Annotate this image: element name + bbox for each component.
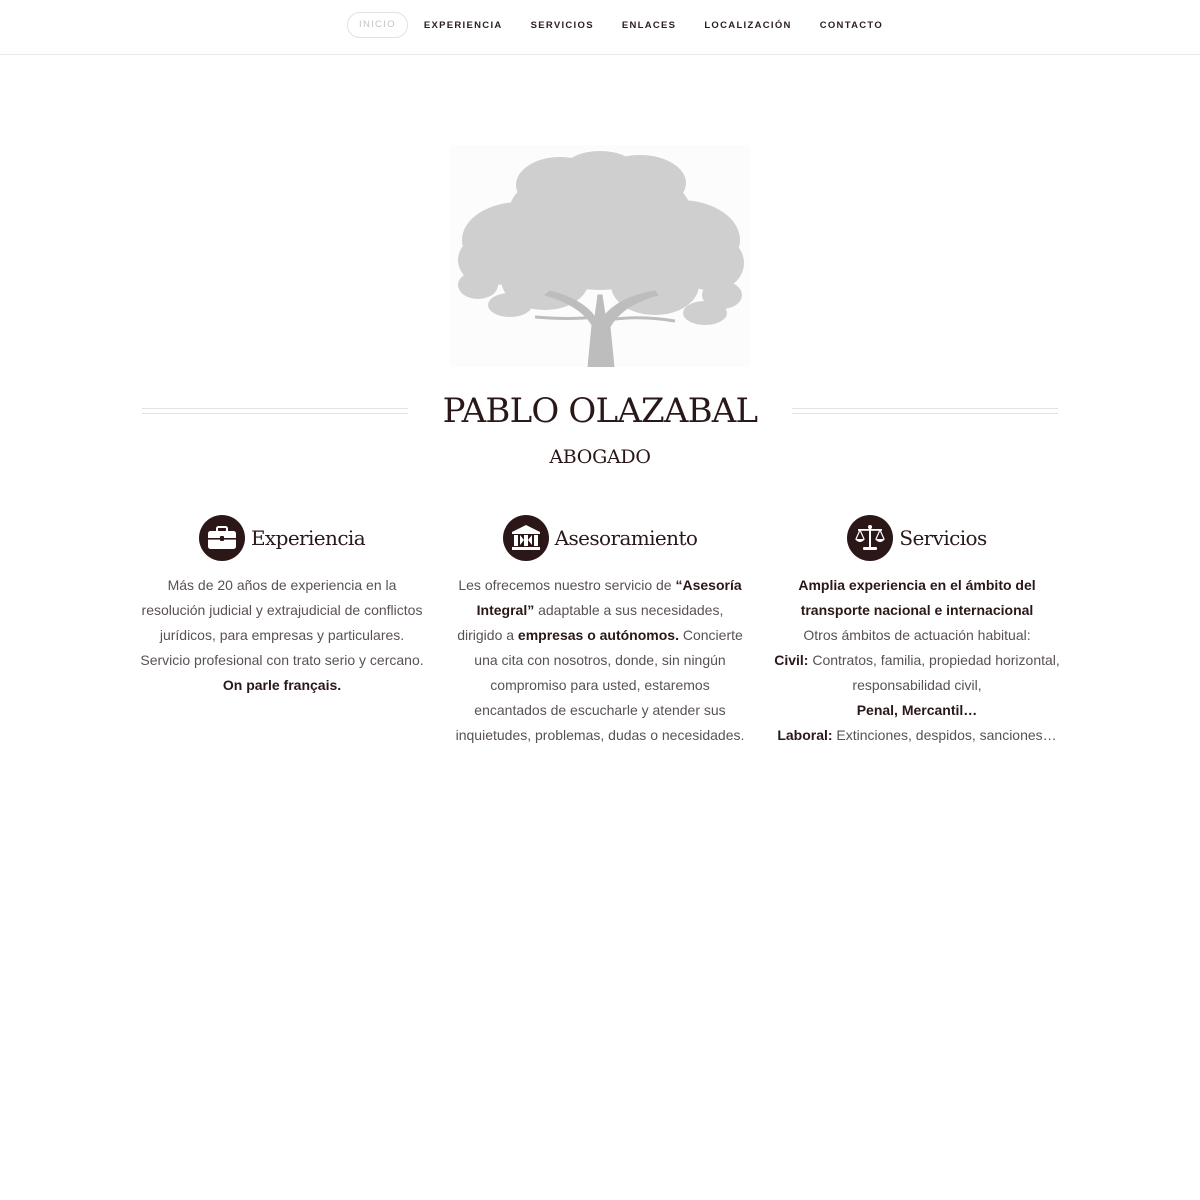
- feature-highlight: Penal, Mercantil…: [856, 702, 978, 718]
- feature-highlight: Laboral:: [777, 727, 833, 743]
- feature-text: [455, 573, 745, 748]
- feature-asesoramiento: [455, 515, 745, 748]
- feature-text-segment: Les ofrecemos nuestro servicio de: [458, 577, 676, 593]
- feature-highlight: Civil:: [774, 652, 809, 668]
- feature-text-segment: Contratos, familia, propiedad horizontal, responsabilidad civil,: [808, 652, 1060, 693]
- nav-item-enlaces[interactable]: ENLACES: [621, 19, 677, 31]
- tree-icon: [450, 145, 750, 367]
- bank-icon: [503, 515, 549, 561]
- nav-item-localizacion[interactable]: LOCALIZACIÓN: [704, 19, 792, 31]
- page-title: PABLO OLAZABAL: [442, 391, 758, 431]
- feature-title: Asesoramiento: [554, 526, 698, 550]
- feature-text: [137, 573, 427, 698]
- feature-text: [767, 573, 1067, 748]
- feature-heading: [455, 515, 745, 561]
- feature-highlight: empresas o autónomos.: [517, 627, 679, 643]
- feature-highlight: On parle français.: [222, 677, 342, 693]
- scales-icon: [847, 515, 893, 561]
- feature-text-segment: adaptable a sus necesidades, dirigido a: [457, 602, 724, 643]
- top-navbar: [0, 0, 1200, 55]
- feature-text-segment: Concierte una cita con nosotros, donde, sin ningún compromiso para usted, estaremos encantados de escucharle y atender sus inquietudes, problemas, dudas o necesidades.: [455, 627, 745, 743]
- feature-highlight: Amplia experiencia en el ámbito del transporte nacional e internacional: [798, 577, 1036, 618]
- nav-item-servicios[interactable]: SERVICIOS: [530, 19, 594, 31]
- feature-experiencia: [137, 515, 427, 698]
- feature-title: Experiencia: [250, 526, 366, 550]
- feature-paragraph: Más de 20 años de experiencia en la resolución judicial y extrajudicial de conflictos jurídicos, para empresas y particulares.: [141, 577, 423, 643]
- feature-heading: [772, 515, 1062, 561]
- feature-paragraph: Otros ámbitos de actuación habitual:: [803, 627, 1031, 643]
- hero-title-row: [142, 390, 1058, 434]
- nav-item-experiencia[interactable]: EXPERIENCIA: [423, 19, 503, 31]
- feature-title: Servicios: [899, 526, 987, 550]
- feature-heading: [137, 515, 427, 561]
- feature-paragraph: Servicio profesional con trato serio y cercano.: [140, 652, 424, 668]
- page-subtitle: ABOGADO: [549, 446, 651, 468]
- nav-item-contacto[interactable]: CONTACTO: [819, 19, 884, 31]
- briefcase-icon: [199, 515, 245, 561]
- nav-menu: [347, 12, 911, 38]
- feature-text-segment: Extinciones, despidos, sanciones…: [832, 727, 1057, 743]
- feature-servicios: [772, 515, 1062, 748]
- feature-highlight: “Asesoría Integral”: [476, 577, 742, 618]
- nav-item-inicio[interactable]: INICIO: [347, 12, 408, 38]
